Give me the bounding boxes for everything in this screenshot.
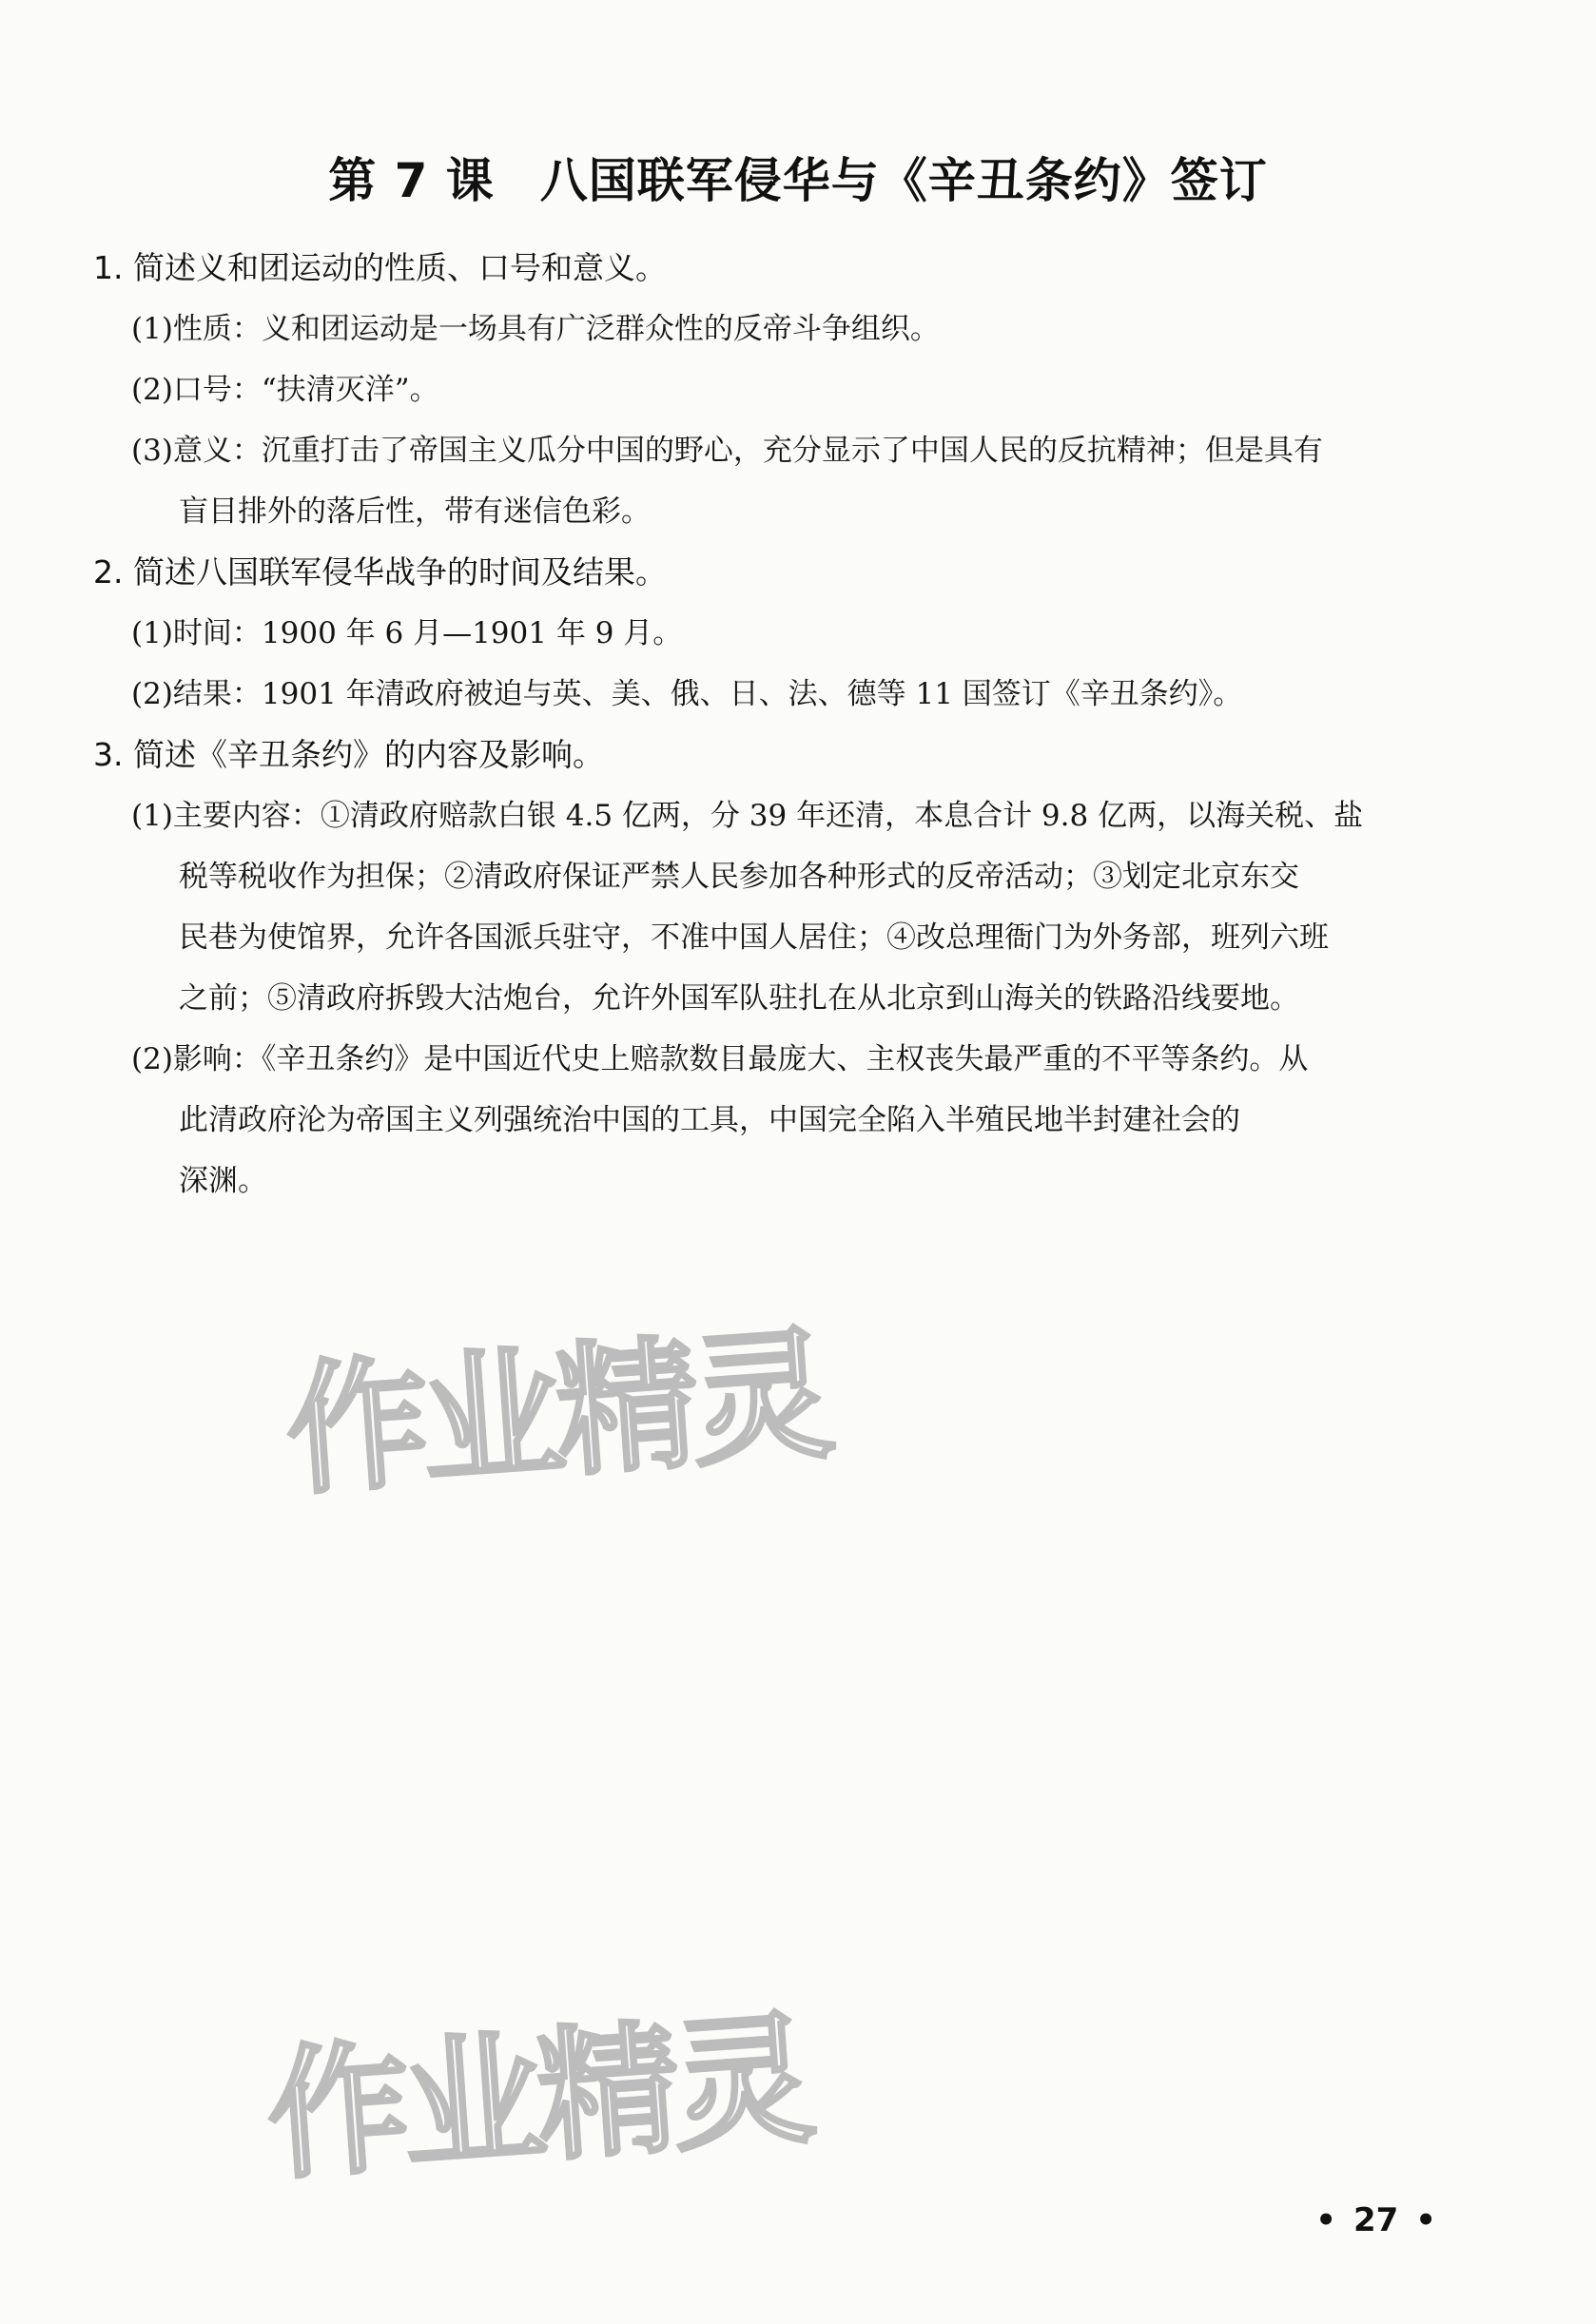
answer-3-content-cont: 之前；⑤清政府拆毁大沽炮台，允许外国军队驻扎在从北京到山海关的铁路沿线要地。 (179, 981, 1299, 1016)
answer-3-impact: (2)影响：《辛丑条约》是中国近代史上赔款数目最庞大、主权丧失最严重的不平等条约。从 (131, 1042, 1309, 1076)
answer-3-impact-cont: 此清政府沦为帝国主义列强统治中国的工具，中国完全陷入半殖民地半封建社会的 (179, 1103, 1240, 1137)
qa-content (93, 238, 1491, 1211)
answer-2-result: (2)结果：1901 年清政府被迫与英、美、俄、日、法、德等 11 国签订《辛丑条约》。 (131, 677, 1243, 711)
answer-2-time: (1)时间：1900 年 6 月—1901 年 9 月。 (131, 616, 683, 650)
page-number (1298, 2201, 1453, 2239)
answer-3-content-cont: 税等税收作为担保；②清政府保证严禁人民参加各种形式的反帝活动；③划定北京东交 (179, 860, 1299, 894)
watermark-logo: 作业精灵 (262, 1997, 813, 2200)
answer-1 (131, 299, 1491, 542)
watermark-logo: 作业精灵 (281, 1312, 832, 1516)
lesson-title (0, 143, 1596, 211)
bullet-dot: • (1315, 2201, 1336, 2239)
answer-3-content-cont: 民巷为使馆界，允许各国派兵驻守，不准中国人居住；④改总理衙门为外务部，班列六班 (179, 920, 1329, 955)
lesson-name: 八国联军侵华与《辛丑条约》签订 (539, 153, 1268, 208)
lesson-number: 第 7 课 (328, 153, 495, 208)
answer-1-nature: (1)性质：义和团运动是一场具有广泛群众性的反帝斗争组织。 (131, 312, 940, 346)
answer-3 (131, 785, 1491, 1211)
bullet-dot: • (1415, 2201, 1436, 2239)
question-1: 1. 简述义和团运动的性质、口号和意义。 (93, 249, 667, 286)
answer-3-content: (1)主要内容：①清政府赔款白银 4.5 亿两，分 39 年还清，本息合计 9.8 亿两，以海关税、盐 (131, 799, 1364, 833)
question-3: 3. 简述《辛丑条约》的内容及影响。 (93, 736, 604, 773)
answer-1-significance-cont: 盲目排外的落后性，带有迷信色彩。 (179, 494, 651, 529)
page-number-value: 27 (1353, 2201, 1399, 2239)
answer-1-slogan: (2)口号：“扶清灭洋”。 (131, 373, 439, 407)
answer-3-impact-cont: 深渊。 (179, 1164, 267, 1198)
answer-2 (131, 603, 1491, 725)
question-2: 2. 简述八国联军侵华战争的时间及结果。 (93, 553, 667, 591)
answer-1-significance: (3)意义：沉重打击了帝国主义瓜分中国的野心，充分显示了中国人民的反抗精神；但是具有 (131, 434, 1323, 468)
